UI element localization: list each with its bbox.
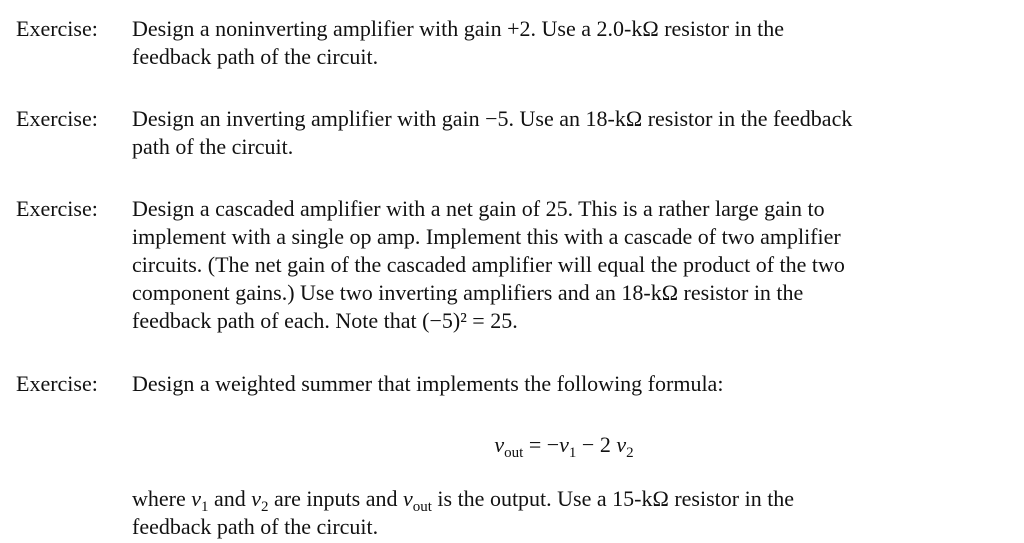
summer-formula [16, 431, 1006, 459]
exercise-label: Exercise: [16, 106, 98, 131]
text-line: Design a weighted summer that implements the following formula: [132, 371, 724, 396]
formula-operator: = − [523, 432, 560, 457]
exercise-label: Exercise: [16, 16, 98, 41]
exercise-text [132, 370, 992, 398]
text-line: Design a cascaded amplifier with a net gain of 25. This is a rather large gain to [132, 196, 825, 221]
exercise-text [132, 485, 992, 541]
text-line: feedback path of the circuit. [132, 514, 379, 539]
text-fragment: and [208, 486, 252, 511]
exercise-text [132, 15, 992, 71]
v2-symbol: v [616, 432, 627, 457]
text-line: feedback path of the circuit. [132, 44, 379, 69]
exercise-label: Exercise: [16, 371, 98, 396]
text-line: feedback path of each. Note that (−5)² = 25. [132, 308, 518, 333]
text-line: component gains.) Use two inverting amplifiers and an 18-kΩ resistor in the [132, 280, 804, 305]
text-line [132, 485, 992, 513]
subscript: 1 [201, 499, 209, 515]
v1-symbol: v [559, 432, 569, 457]
v2-symbol: v [251, 486, 262, 511]
text-fragment: where [132, 486, 192, 511]
text-fragment: are inputs and [268, 486, 403, 511]
exercise-text [132, 105, 992, 161]
vout-symbol: v [494, 432, 505, 457]
vout-symbol: v [402, 486, 413, 511]
exercise-label: Exercise: [16, 196, 98, 221]
exercise-text [132, 195, 992, 335]
formula-expression [388, 432, 634, 461]
subscript: 2 [626, 445, 634, 461]
text-line: implement with a single op amp. Implement this with a cascade of two amplifier [132, 224, 841, 249]
v1-symbol: v [191, 486, 202, 511]
text-line: Design a noninverting amplifier with gain +2. Use a 2.0-kΩ resistor in the [132, 16, 784, 41]
text-line: circuits. (The net gain of the cascaded amplifier will equal the product of the two [132, 252, 845, 277]
subscript: 1 [568, 445, 577, 461]
subscript: out [504, 445, 524, 461]
subscript: out [412, 499, 432, 515]
text-line: path of the circuit. [132, 134, 294, 159]
text-line: Design an inverting amplifier with gain −5. Use an 18-kΩ resistor in the feedback [132, 106, 853, 131]
subscript: 2 [261, 499, 269, 515]
formula-operator: − 2 [576, 432, 617, 457]
text-fragment: is the output. Use a 15-kΩ resistor in the [431, 486, 795, 511]
